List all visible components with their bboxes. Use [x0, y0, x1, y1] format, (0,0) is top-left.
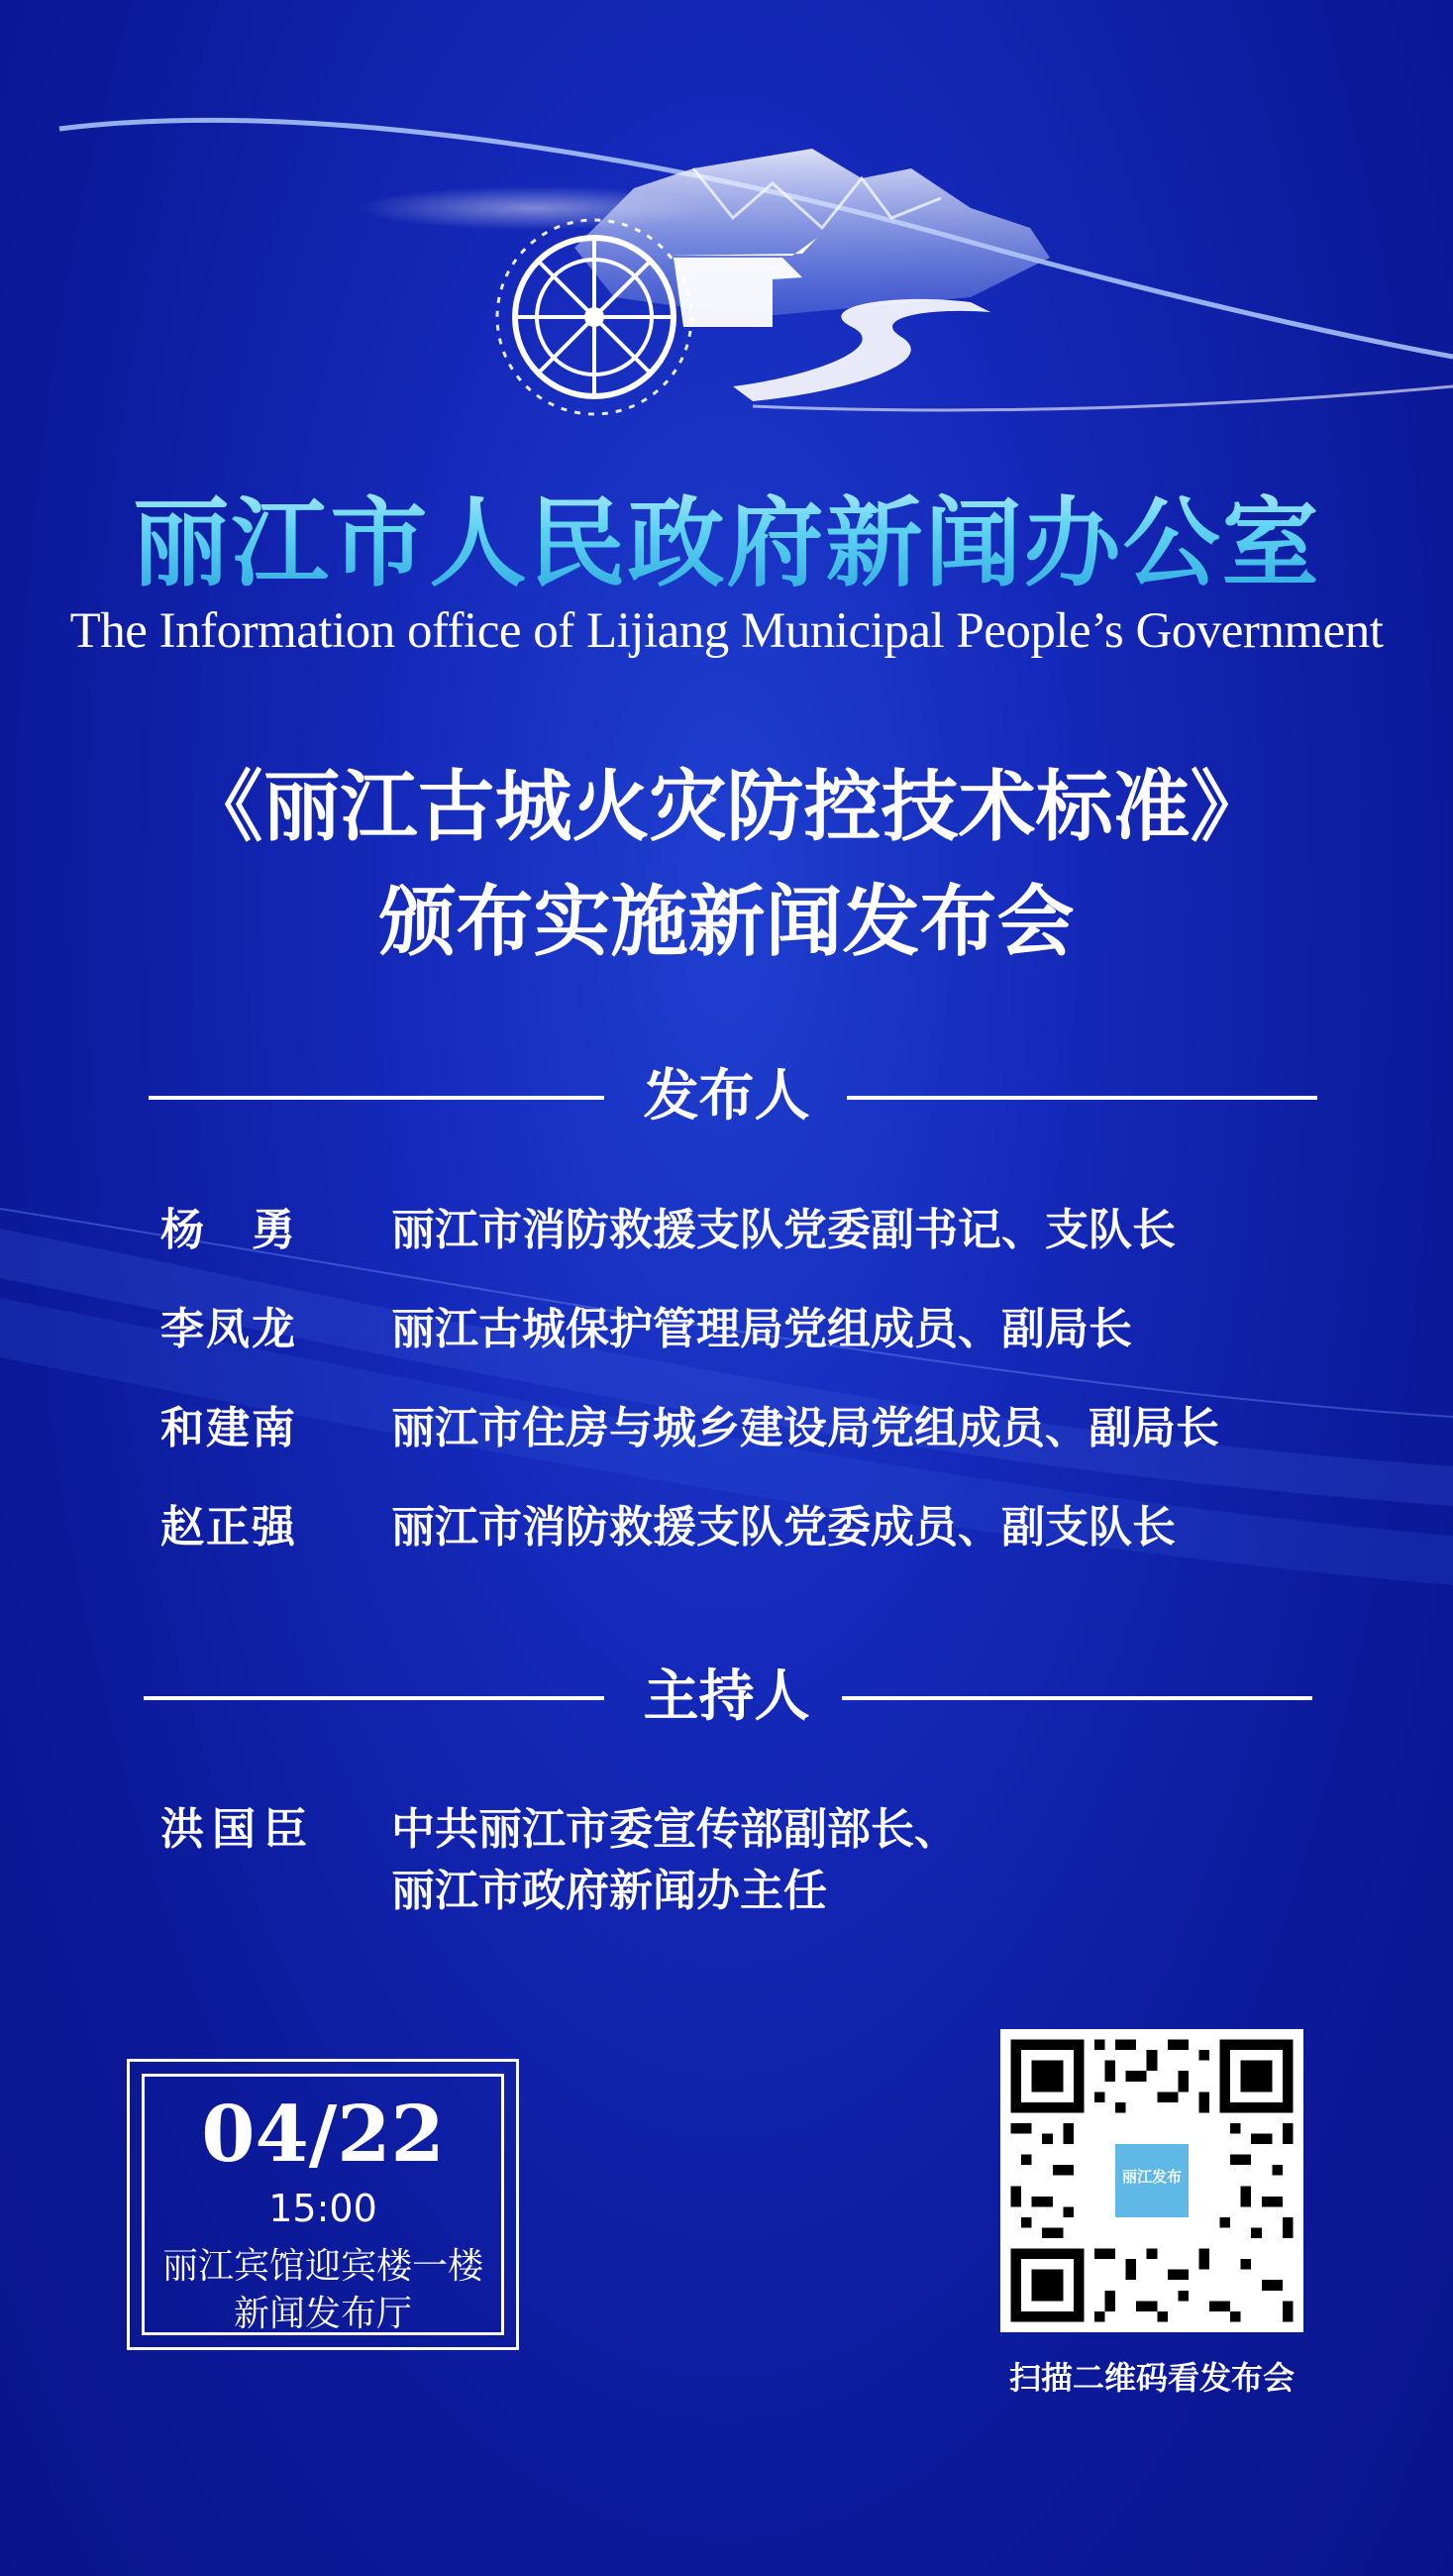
event-venue-line1: 丽江宾馆迎宾楼一楼: [161, 2246, 483, 2287]
event-time: 15:00: [268, 2187, 377, 2230]
publisher-row: [0, 1194, 1453, 1263]
event-date: 04/22: [201, 2090, 445, 2180]
publisher-role: 丽江市住房与城乡建设局党组成员、副局长: [391, 1403, 1219, 1453]
publisher-role: 丽江古城保护管理局党组成员、副局长: [391, 1304, 1132, 1354]
publisher-name: 杨 勇: [160, 1205, 297, 1255]
host-row: [0, 1793, 1453, 1863]
publisher-row: [0, 1392, 1453, 1461]
host-row-continued: [0, 1855, 1453, 1924]
publisher-name: 和建南: [160, 1403, 297, 1453]
event-venue-line2: 新闻发布厅: [233, 2294, 412, 2334]
host-heading-label: 主持人: [643, 1664, 810, 1729]
event-title-line1: 《丽江古城火灾防控技术标准》: [185, 763, 1268, 852]
publisher-name: 赵正强: [160, 1502, 297, 1553]
office-name-en: The Information office of Lijiang Municipal People’s Government: [69, 603, 1384, 659]
qr-caption: 扫描二维码看发布会: [1008, 2359, 1295, 2397]
qr-code-icon[interactable]: [1000, 2029, 1303, 2332]
office-name-cn: 丽江市人民政府新闻办公室: [0, 466, 1453, 605]
qr-center-label: 丽江发布: [1121, 2168, 1182, 2186]
publishers-heading-label: 发布人: [643, 1063, 810, 1128]
office-logo: [0, 89, 1453, 466]
publisher-name: 李凤龙: [160, 1304, 297, 1354]
host-role-line2: 丽江市政府新闻办主任: [391, 1866, 827, 1916]
publisher-role: 丽江市消防救援支队党委副书记、支队长: [391, 1205, 1176, 1255]
event-title-line2: 颁布实施新闻发布会: [378, 878, 1075, 967]
publisher-row: [0, 1491, 1453, 1560]
publisher-role: 丽江市消防救援支队党委成员、副支队长: [391, 1502, 1176, 1553]
publishers-heading: [0, 1052, 1453, 1141]
publisher-row: [0, 1293, 1453, 1362]
host-name: 洪国臣: [160, 1804, 315, 1855]
host-heading: [0, 1653, 1453, 1742]
event-info-box: [127, 2059, 519, 2350]
host-role-line1: 中共丽江市委宣传部副部长、: [391, 1804, 958, 1855]
